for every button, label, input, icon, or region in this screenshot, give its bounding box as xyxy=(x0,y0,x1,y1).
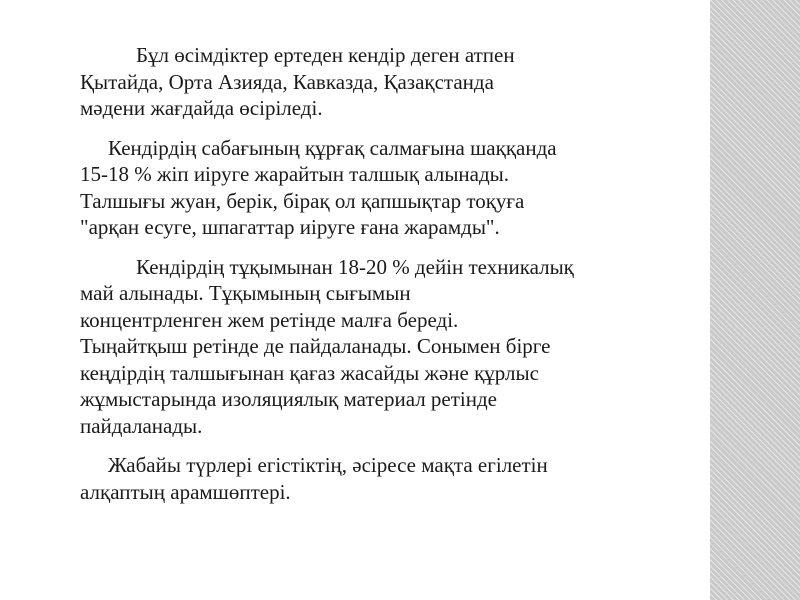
text-line: Қытайда, Орта Азияда, Кавказда, Қазақстанда xyxy=(80,69,494,94)
text-line: Жабайы түрлері егістіктің, әсіресе мақта егілетін xyxy=(108,453,548,477)
paragraph-3 xyxy=(80,254,700,440)
text-line: жұмыстарында изоляциялық материал ретінде xyxy=(80,387,498,411)
text-line: "арқан есуге, шпагаттар иіруге ғана жарамды". xyxy=(80,215,500,239)
text-line: Кендірдің тұқымынан 18-20 % дейін техникалық xyxy=(136,254,574,279)
text-line: пайдаланады. xyxy=(80,413,203,438)
text-line: алқаптың арамшөптері. xyxy=(80,479,291,504)
text-line: май алынады. Тұқымының сығымын xyxy=(80,281,411,305)
text-line: мәдени жағдайда өсіріледі. xyxy=(80,96,323,120)
text-line: Тыңайтқыш ретінде де пайдаланады. Сонымен бірге xyxy=(80,334,551,358)
text-line: Кендірдің сабағының құрғақ салмағына шаққанда xyxy=(108,135,557,160)
text-line: 15-18 % жіп иіруге жарайтын талшық алынады. xyxy=(80,162,510,186)
text-line: Талшығы жуан, берік, бірақ ол қапшықтар тоқуға xyxy=(80,188,525,213)
body-text xyxy=(80,42,700,518)
paragraph-1 xyxy=(80,42,700,122)
text-line: Бұл өсімдіктер ертеден кендір деген атпен xyxy=(136,43,515,67)
decorative-side-band xyxy=(710,0,800,600)
text-line: кеңдірдің талшығынан қағаз жасайды және құрлыс xyxy=(80,360,539,385)
paragraph-4 xyxy=(80,452,700,505)
paragraph-2 xyxy=(80,135,700,241)
text-line: концентрленген жем ретінде малға береді. xyxy=(80,307,459,332)
